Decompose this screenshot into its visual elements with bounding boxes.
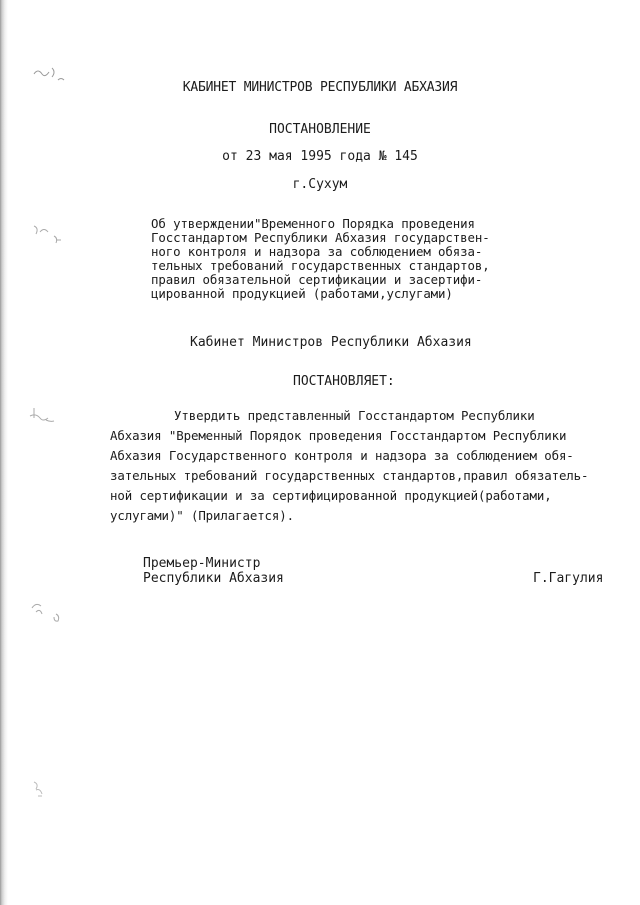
date-number: от 23 мая 1995 года № 145 <box>222 149 418 164</box>
doc-type-heading: ПОСТАНОВЛЕНИЕ <box>269 122 371 137</box>
preamble: Кабинет Министров Республики Абхазия <box>190 335 472 350</box>
scan-mark <box>26 596 66 626</box>
body-line: Утвердить представленный Госстандартом Республики <box>174 408 535 423</box>
body-line: ной сертификации и за сертифицированной продукцией(работами, <box>110 488 552 503</box>
subject-line: Госстандартом Республики Абхазия государствен- <box>151 230 490 245</box>
subject-line: правил обязательной сертификации и засертифи- <box>151 272 483 287</box>
subject-line: цированной продукцией (работами,услугами) <box>151 286 453 301</box>
body-line: услугами)" (Прилагается). <box>110 508 294 523</box>
body-line: Абхазия Государственного контроля и надзора за соблюдением обя- <box>110 448 574 463</box>
body-line: зательных требований государственных стандартов,правил обязатель- <box>110 468 589 483</box>
signatory-name: Г.Гагулия <box>533 571 604 586</box>
subject-line: Об утверждении"Временного Порядка проведения <box>151 216 475 231</box>
signatory-org: Республики Абхазия <box>143 571 284 586</box>
body-line: Абхазия "Временный Порядок проведения Госстандартом Республики <box>110 428 567 443</box>
signatory-title: Премьер-Министр <box>143 556 261 571</box>
scan-mark <box>28 776 58 800</box>
resolves-heading: ПОСТАНОВЛЯЕТ: <box>293 374 395 389</box>
scan-mark <box>26 404 66 434</box>
subject-line: ного контроля и надзора за соблюдением обяза- <box>151 244 483 259</box>
place: г.Сухум <box>292 177 348 192</box>
scan-mark <box>28 218 68 248</box>
subject-line: тельных требований государственных стандартов, <box>151 258 490 273</box>
org-heading: КАБИНЕТ МИНИСТРОВ РЕСПУБЛИКИ АБХАЗИЯ <box>182 80 458 95</box>
